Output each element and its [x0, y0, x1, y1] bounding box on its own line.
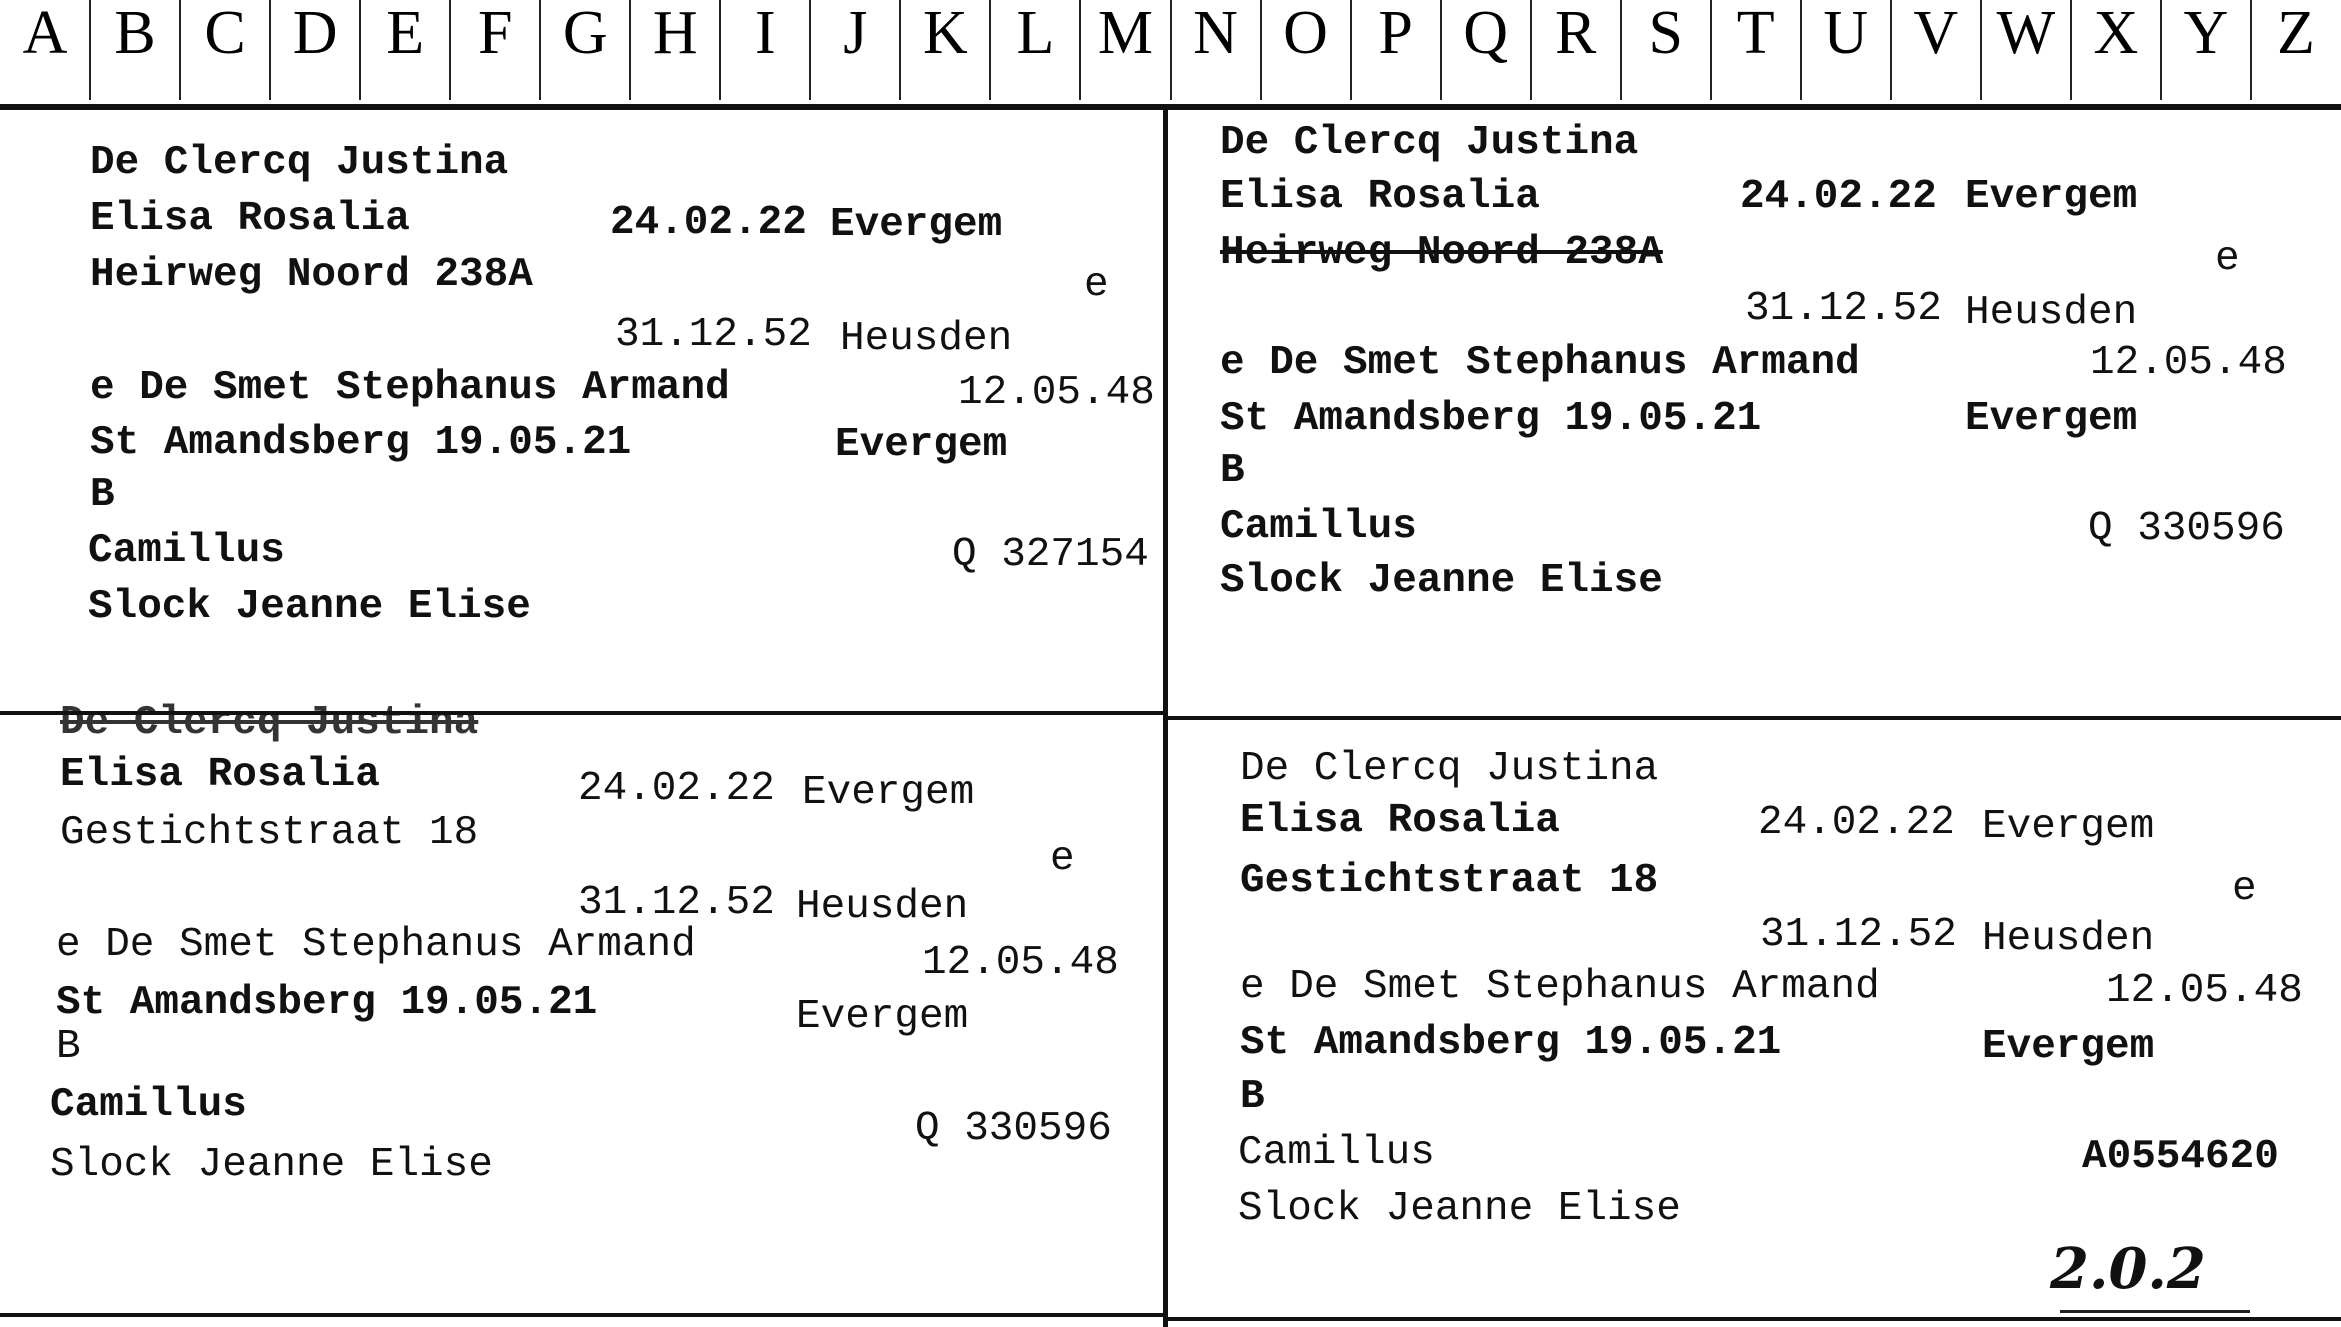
address: Gestichtstraat 18 — [60, 810, 479, 856]
first-name: Camillus — [1238, 1130, 1435, 1176]
index-letter-v: V — [1913, 0, 1959, 67]
date-2: 31.12.52 — [1745, 286, 1942, 332]
spouse-birth: St Amandsberg 19.05.21 — [1240, 1020, 1782, 1066]
index-letter-h: H — [652, 0, 698, 67]
given-names: Elisa Rosalia — [1220, 174, 1540, 220]
status-mark: e — [2215, 236, 2240, 282]
name-line: De Clercq Justina — [1220, 120, 1639, 166]
given-names: Elisa Rosalia — [1240, 798, 1560, 844]
birth-date: 24.02.22 — [610, 200, 807, 246]
mother: Slock Jeanne Elise — [50, 1142, 493, 1188]
index-letter-b: B — [114, 0, 156, 67]
index-letter-o: O — [1283, 0, 1328, 67]
spouse: e De Smet Stephanus Armand — [1220, 340, 1860, 386]
spouse-birth: St Amandsberg 19.05.21 — [1220, 396, 1762, 442]
ref-number: Q 330596 — [915, 1106, 1112, 1152]
status-mark: e — [1050, 836, 1075, 882]
spouse-birth: St Amandsberg 19.05.21 — [56, 980, 598, 1026]
index-letter-t: T — [1736, 0, 1775, 67]
code: B — [1220, 448, 1245, 494]
index-letter-u: U — [1823, 0, 1869, 67]
given-names: Elisa Rosalia — [90, 196, 410, 242]
spouse: e De Smet Stephanus Armand — [56, 922, 696, 968]
date-3: 12.05.48 — [958, 370, 1155, 416]
index-letter-c: C — [204, 0, 246, 67]
spouse-birth: St Amandsberg 19.05.21 — [90, 420, 632, 466]
mother: Slock Jeanne Elise — [1220, 558, 1663, 604]
birth-place: Evergem — [830, 202, 1003, 248]
first-name: Camillus — [1220, 504, 1417, 550]
index-letter-d: D — [292, 0, 338, 67]
index-letter-x: X — [2093, 0, 2139, 67]
index-letter-g: G — [562, 0, 608, 67]
name-line: De Clercq Justina — [60, 700, 479, 746]
place-3: Evergem — [1982, 1024, 2155, 1070]
birth-place: Evergem — [1982, 804, 2155, 850]
status-mark: e — [1084, 262, 1109, 308]
index-letter-n: N — [1193, 0, 1238, 67]
index-letter-i: I — [754, 0, 776, 67]
ref-number: Q 327154 — [952, 532, 1149, 578]
index-letter-y: Y — [2183, 0, 2229, 67]
birth-place: Evergem — [802, 770, 975, 816]
index-letter-z: Z — [2277, 0, 2315, 67]
code: B — [90, 472, 115, 518]
date-2: 31.12.52 — [1760, 912, 1957, 958]
given-names: Elisa Rosalia — [60, 752, 380, 798]
bottom-rule-right — [1168, 1317, 2341, 1321]
index-letter-f: F — [477, 0, 513, 67]
birth-place: Evergem — [1965, 174, 2138, 220]
index-letter-p: P — [1378, 0, 1413, 67]
date-3: 12.05.48 — [2106, 968, 2303, 1014]
spouse: e De Smet Stephanus Armand — [1240, 964, 1880, 1010]
place-2: Heusden — [1965, 290, 2138, 336]
date-2: 31.12.52 — [578, 880, 775, 926]
first-name: Camillus — [50, 1082, 247, 1128]
address: Heirweg Noord 238A — [90, 252, 533, 298]
index-letter-s: S — [1648, 0, 1683, 67]
place-2: Heusden — [840, 316, 1013, 362]
status-mark: e — [2232, 866, 2257, 912]
birth-date: 24.02.22 — [1758, 800, 1955, 846]
name-line: De Clercq Justina — [1240, 746, 1659, 792]
place-3: Evergem — [835, 422, 1008, 468]
handwritten-note: 2.0.2 — [2050, 1236, 2206, 1302]
first-name: Camillus — [88, 528, 285, 574]
ref-number: Q 330596 — [2088, 506, 2285, 552]
index-letter-q: Q — [1463, 0, 1509, 67]
index-letter-e: E — [386, 0, 425, 67]
ref-number: A0554620 — [2082, 1134, 2279, 1180]
code: B — [56, 1024, 81, 1070]
code: B — [1240, 1074, 1265, 1120]
birth-date: 24.02.22 — [1740, 174, 1937, 220]
date-3: 12.05.48 — [922, 940, 1119, 986]
index-letter-l: L — [1016, 0, 1055, 67]
index-letter-w: W — [1996, 0, 2056, 67]
spouse: e De Smet Stephanus Armand — [90, 365, 730, 411]
index-letter-r: R — [1554, 0, 1597, 67]
mother: Slock Jeanne Elise — [1238, 1186, 1681, 1232]
name-line: De Clercq Justina — [90, 140, 509, 186]
place-3: Evergem — [796, 994, 969, 1040]
index-letter-m: M — [1097, 0, 1154, 67]
index-letter-j: J — [843, 0, 868, 67]
place-3: Evergem — [1965, 396, 2138, 442]
address: Gestichtstraat 18 — [1240, 858, 1659, 904]
index-letter-a: A — [22, 0, 68, 67]
date-2: 31.12.52 — [615, 312, 812, 358]
handwritten-underline — [2060, 1310, 2250, 1313]
place-2: Heusden — [796, 884, 969, 930]
date-3: 12.05.48 — [2090, 340, 2287, 386]
mother: Slock Jeanne Elise — [88, 584, 531, 630]
birth-date: 24.02.22 — [578, 766, 775, 812]
address: Heirweg Noord 238A — [1220, 230, 1663, 276]
place-2: Heusden — [1982, 916, 2155, 962]
index-letter-k: K — [923, 0, 968, 67]
